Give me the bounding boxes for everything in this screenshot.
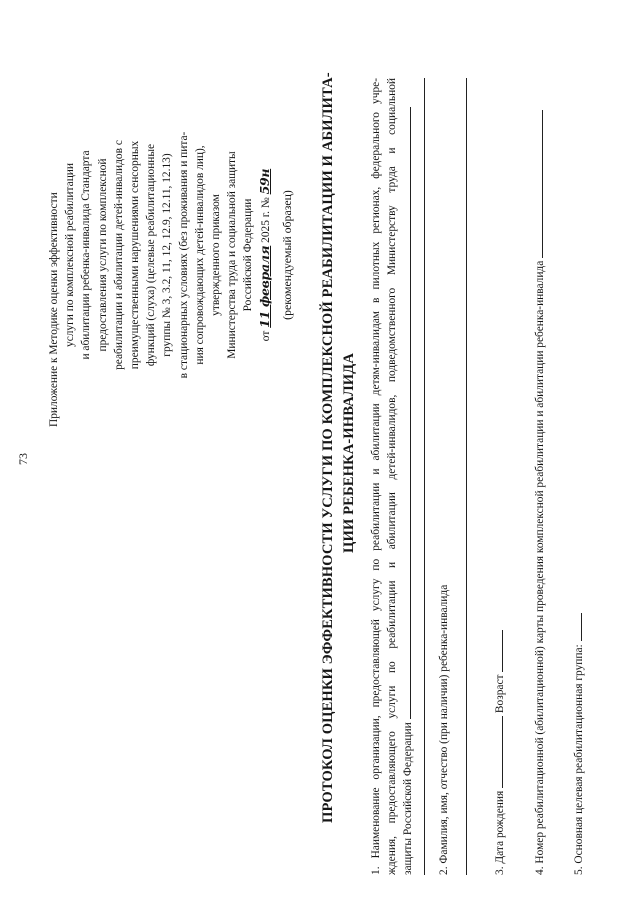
field-child-name: 2. Фамилия, имя, отчество (при наличии) ребенка-инвалида: [438, 584, 450, 875]
title-line-1: ПРОТОКОЛ ОЦЕНКИ ЭФФЕКТИВНОСТИ УСЛУГИ ПО КОМПЛЕКСНОЙ РЕАБИЛИТАЦИИ И АБИЛИТА-: [320, 72, 336, 823]
field-target-group: [571, 613, 585, 875]
handwritten-order-number: 59н: [256, 168, 272, 195]
date-prefix: от: [259, 330, 272, 342]
answer-line[interactable]: [466, 78, 467, 875]
field-label: ждения, предоставляющего услуги по реабилитации и абилитации детей-инвалидов, подведомственного Министерству труда и социальной: [386, 78, 398, 875]
field-card-number: [532, 110, 546, 875]
appendix-header: [46, 83, 274, 427]
field-label: 1. Наименование организации, предоставляющей услугу по реабилитации и абилитации детям-инвалидам в пилотных регионах, федерального учре-: [370, 78, 382, 875]
date-year: 2025 г. №: [259, 197, 272, 243]
field-birth-date: [492, 630, 506, 875]
field-label: 3. Дата рождения: [494, 790, 506, 875]
field-label: защиты Российской Федерации: [402, 722, 414, 875]
appendix-line: и абилитации ребенка-инвалида Стандарта: [80, 150, 93, 360]
document-title: [318, 72, 360, 823]
answer-blank[interactable]: [492, 630, 503, 672]
appendix-line: Министерства труда и социальной защиты: [226, 151, 239, 359]
appendix-line: функций (слуха) (целевые реабилитационные: [145, 143, 158, 367]
field-organization-name: [368, 78, 416, 875]
appendix-line: предоставления услуги по комплексной: [96, 158, 109, 352]
appendix-line: услуги по комплексной реабилитации: [64, 163, 77, 347]
appendix-line: Российской Федерации: [242, 198, 255, 312]
appendix-line: в стационарных условиях (без проживания и пита-: [177, 131, 190, 379]
answer-line[interactable]: [424, 78, 425, 875]
answer-blank[interactable]: [400, 107, 411, 719]
appendix-line: реабилитации и абилитации детей-инвалидов с: [112, 140, 125, 370]
answer-blank[interactable]: [532, 110, 543, 258]
appendix-line: ния сопровождающих детей-инвалидов лиц),: [193, 145, 206, 365]
answer-blank[interactable]: [571, 613, 582, 641]
appendix-line: утвержденного приказом: [210, 194, 223, 316]
sample-note: (рекомендуемый образец): [280, 190, 294, 320]
title-line-2: ЦИИ РЕБЕНКА-ИНВАЛИДА: [341, 353, 357, 553]
answer-blank[interactable]: [492, 716, 503, 788]
field-label: 5. Основная целевая реабилитационная группа:: [573, 644, 585, 875]
appendix-line: преимущественными нарушениями сенсорных: [129, 140, 142, 370]
field-label: 4. Номер реабилитационной (абилитационной) карты проведения комплексной реабилитации и абилитации ребенка-инвалида: [534, 260, 546, 875]
appendix-line: группы № 3, 3.2, 11, 12, 12.9, 12.11, 12.13): [161, 153, 174, 357]
appendix-line: Приложение к Методике оценки эффективности: [48, 192, 60, 427]
handwritten-date: 11 февраля: [256, 245, 272, 328]
order-date-line: [257, 83, 274, 427]
field-label-age: Возраст: [494, 674, 506, 714]
page-number: 73: [16, 453, 30, 465]
field-label-last: [400, 78, 416, 875]
